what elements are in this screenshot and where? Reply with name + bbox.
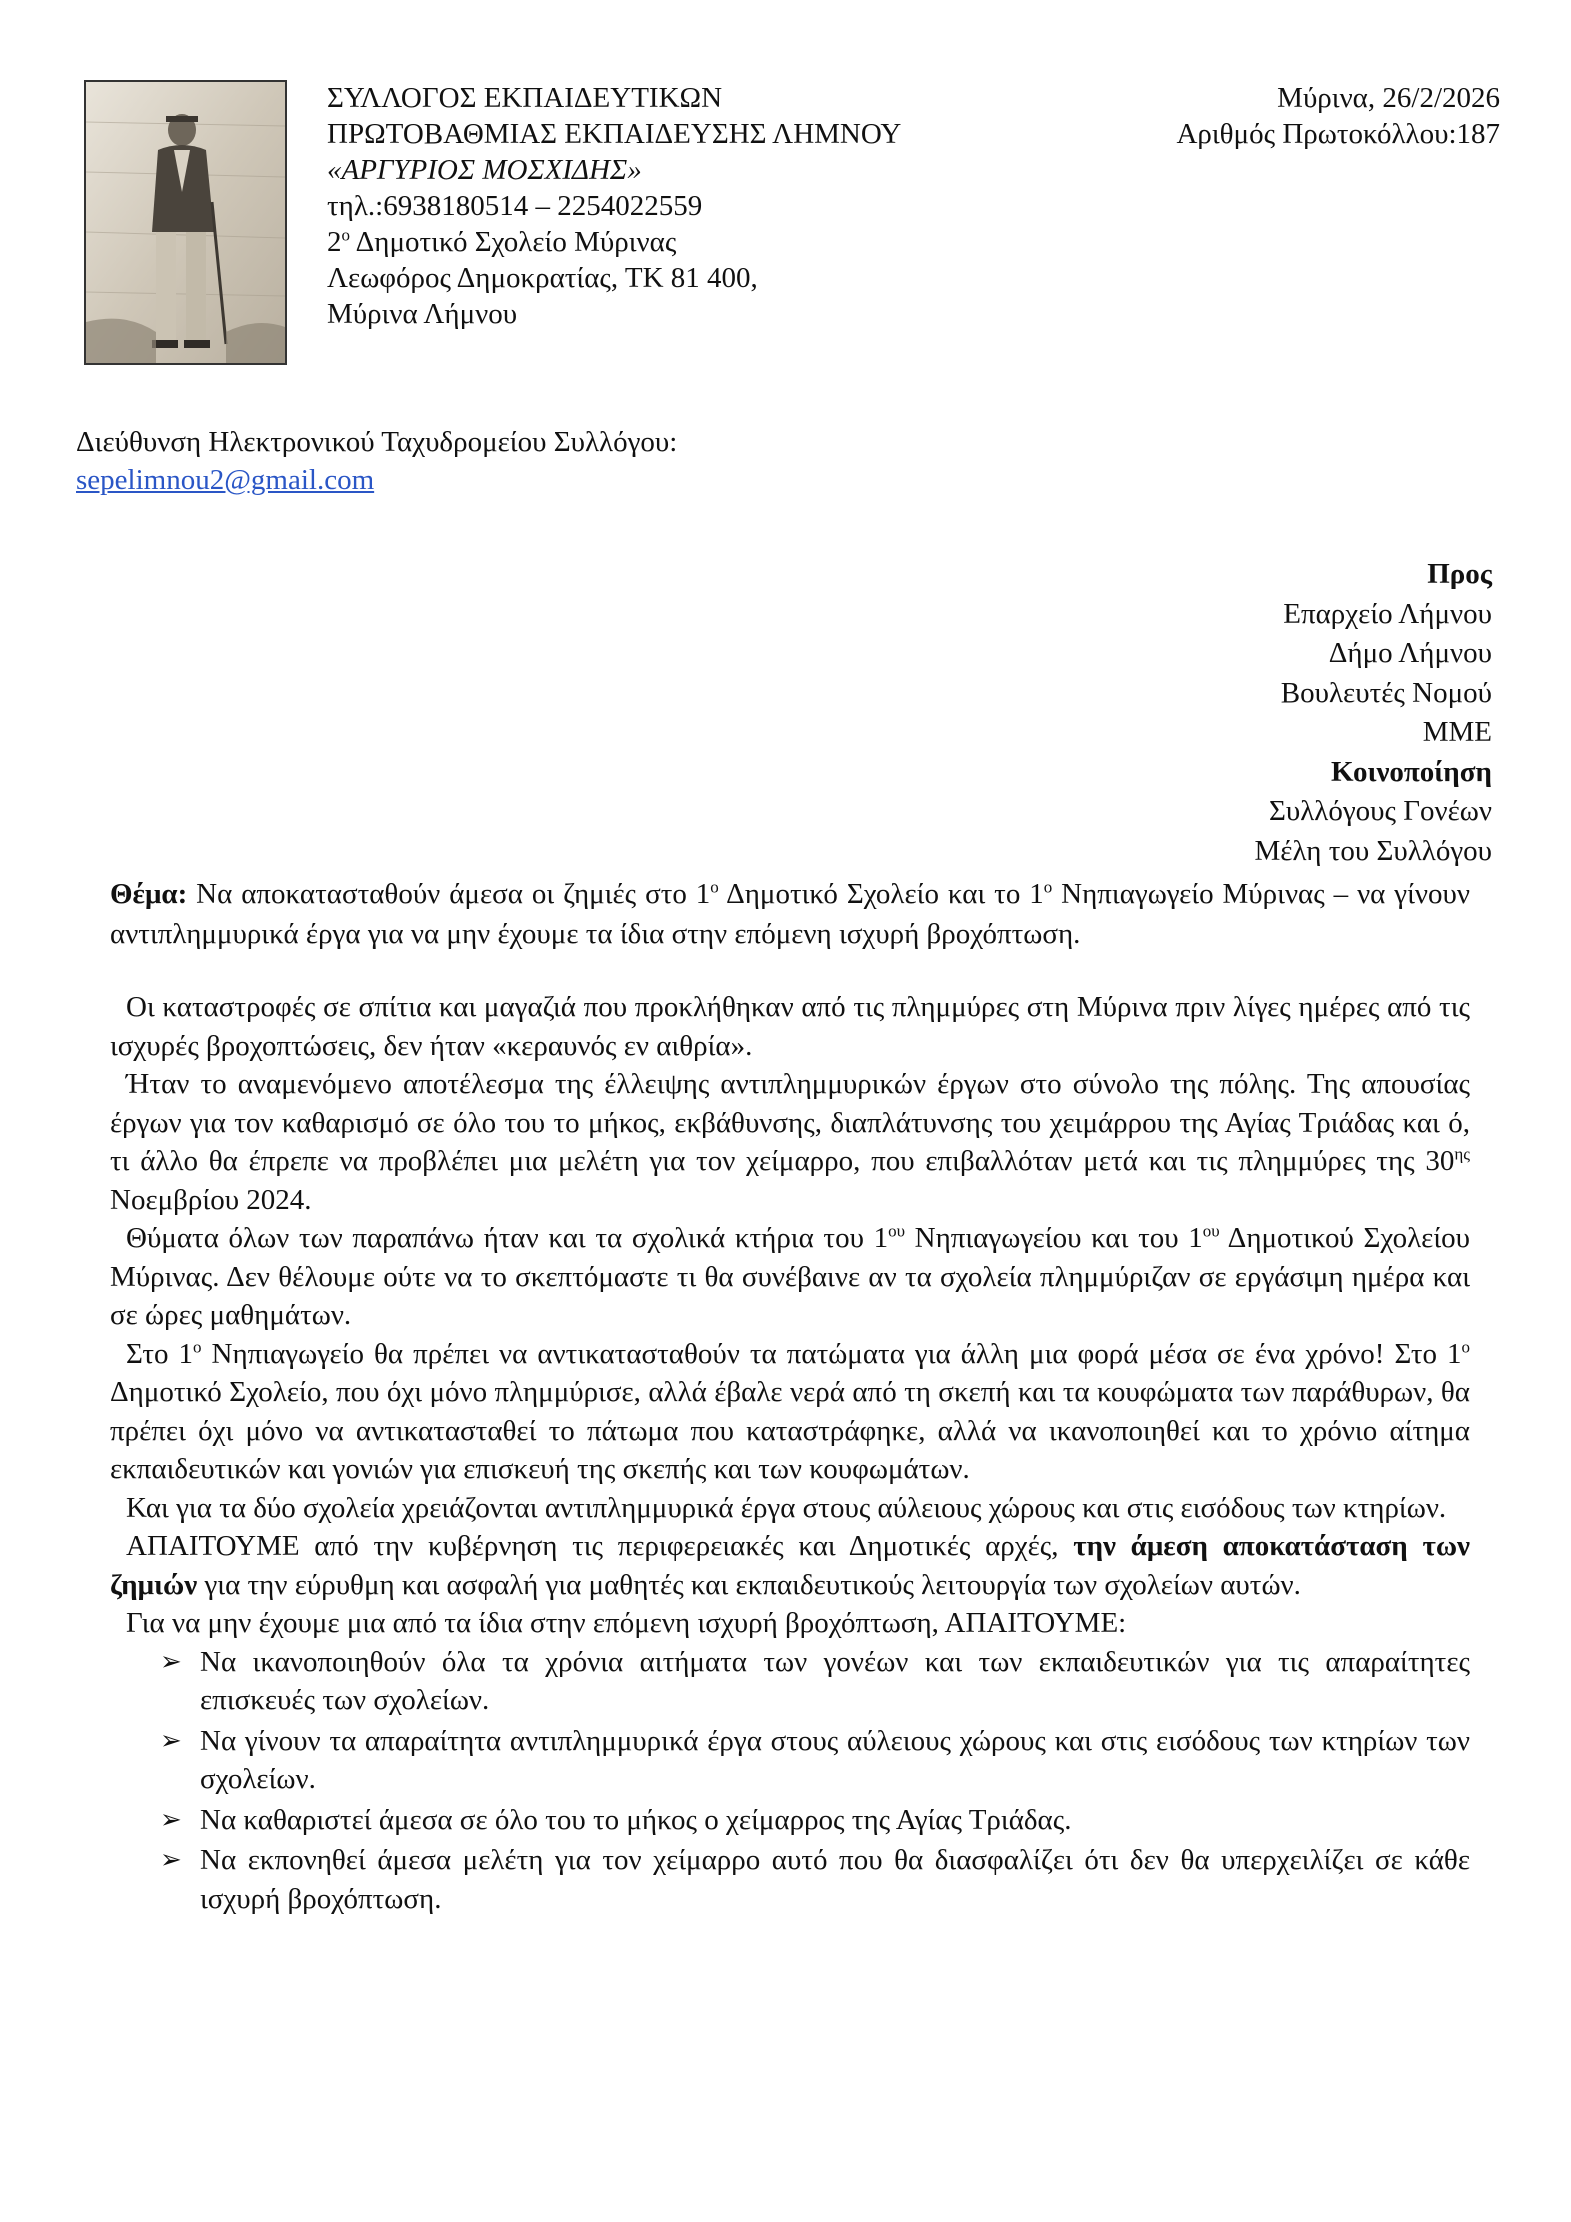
subject-label: Θέμα:	[110, 878, 188, 910]
body-paragraph: Οι καταστροφές σε σπίτια και μαγαζιά που προκλήθηκαν από τις πλημμύρες στη Μύρινα πριν λίγες ημέρες από τις ισχυρές βροχοπτώσεις, δεν ήταν «κεραυνός εν αιθρία».	[110, 991, 1470, 1062]
body-paragraph: Ήταν το αναμενόμενο αποτέλεσμα της έλλειψης αντιπλημμυρικών έργων στο σύνολο της πόλης. Της απουσίας έργων για τον καθαρισμό σε όλο του το μήκος, εκβάθυνσης, διαπλάτυνσης του χειμάρρου της Αγίας Τριάδας και ό, τι άλλο θα έπρεπε να προβλέπει μια μελέτη για τον χείμαρρο, που επιβαλλόταν μετά και τις πλημμύρες της $30^{\eta\varsigma}$ Νοεμβρίου 2024.	[110, 1068, 1470, 1216]
demands-list	[110, 1643, 1470, 1919]
org-honoree: «ΑΡΓΥΡΙΟΣ ΜΟΣΧΙΔΗΣ»	[327, 154, 642, 186]
cc-item: Συλλόγους Γονέων	[1268, 795, 1492, 827]
org-name-line1: ΣΥΛΛΟΓΟΣ ΕΚΠΑΙΔΕΥΤΙΚΩΝ	[327, 82, 723, 114]
body-paragraph: Και για τα δύο σχολεία χρειάζονται αντιπλημμυρικά έργα στους αύλειους χώρους και στις εισόδους των κτηρίων.	[126, 1491, 1447, 1524]
date-protocol-block	[1176, 80, 1500, 152]
letter-body	[110, 988, 1470, 1920]
protocol-line: Αριθμός Πρωτοκόλλου:187	[1176, 118, 1500, 150]
date-line: Μύρινα, 26/2/2026	[1277, 82, 1500, 114]
email-link[interactable]: sepelimnou2@gmail.com	[76, 464, 375, 496]
arrow-bullet-icon: ➢	[160, 1646, 182, 1676]
body-paragraph: Για να μην έχουμε μια από τα ίδια στην επόμενη ισχυρή βροχόπτωση, ΑΠΑΙΤΟΥΜΕ:	[126, 1607, 1127, 1639]
recipient-item: ΜΜΕ	[1422, 716, 1492, 748]
list-item: ➢ Να καθαριστεί άμεσα σε όλο του το μήκος ο χείμαρρος της Αγίας Τριάδας.	[110, 1801, 1470, 1840]
organization-header	[327, 80, 901, 332]
body-paragraph: ΑΠΑΙΤΟΥΜΕ από την κυβέρνηση τις περιφερειακές και Δημοτικές αρχές, την άμεση αποκατάσταση των ζημιών για την εύρυθμη και ασφαλή για μαθητές και εκπαιδευτικούς λειτουργία των σχολείων αυτών.	[110, 1530, 1470, 1601]
body-paragraph: Θύματα όλων των παραπάνω ήταν και τα σχολικά κτήρια του $1^{o\upsilon}$ Νηπιαγωγείου και του $1^{o\upsilon}$ Δημοτικού Σχολείου Μύρινας. Δεν θέλουμε ούτε να το σκεπτόμαστε τι θα συνέβαινε αν τα σχολεία πλημμύριζαν σε εργάσιμη ημέρα και σε ώρες μαθημάτων.	[110, 1221, 1470, 1331]
demand-emphasis: την άμεση αποκατάσταση των ζημιών	[110, 1530, 1470, 1601]
portrait-image	[86, 82, 285, 363]
list-item: ➢ Να εκπονηθεί άμεσα μελέτη για τον χείμαρρο αυτό που θα διασφαλίζει ότι δεν θα υπερχειλίζει σε κάθε ισχυρή βροχόπτωση.	[110, 1841, 1470, 1918]
cc-label: Κοινοποίηση	[1330, 755, 1492, 788]
recipient-item: Επαρχείο Λήμνου	[1283, 597, 1492, 630]
cc-item: Μέλη του Συλλόγου	[1254, 834, 1492, 867]
body-paragraph: Στο $1^o$ Νηπιαγωγείο θα πρέπει να αντικατασταθούν τα πατώματα για άλλη μια φορά μέσα σε ένα χρόνο! Στο $1^o$ Δημοτικό Σχολείο, που όχι μόνο πλημμύρισε, αλλά έβαλε νερά από τη σκεπή και τα κουφώματα των παράθυρων, θα πρέπει όχι μόνο να αντικατασταθεί το πάτωμα που καταστράφηκε, αλλά να ικανοποιηθεί και το χρόνιο αίτημα εκπαιδευτικών και γονιών για επισκευή της σκεπής και των κουφωμάτων.	[110, 1336, 1470, 1485]
org-school: $2^o$ Δημοτικό Σχολείο Μύρινας	[327, 225, 677, 258]
email-label: Διεύθυνση Ηλεκτρονικού Ταχυδρομείου Συλλόγου:	[76, 426, 678, 458]
subject-line: Θέμα: Να αποκατασταθούν άμεσα οι ζημιές στο $1^o$ Δημοτικό Σχολείο και το $1^o$ Νηπιαγωγείο Μύρινας – να γίνουν αντιπλημμυρικά έργα για να μην έχουμε τα ίδια στην επόμενη ισχυρή βροχόπτωση.	[110, 877, 1470, 950]
org-name-line2: ΠΡΩΤΟΒΑΘΜΙΑΣ ΕΚΠΑΙΔΕΥΣΗΣ ΛΗΜΝΟΥ	[327, 118, 902, 150]
list-item: ➢ Να ικανοποιηθούν όλα τα χρόνια αιτήματα των γονέων και των εκπαιδευτικών για τις απαραίτητες επισκευές των σχολείων.	[110, 1643, 1470, 1720]
org-address: Λεωφόρος Δημοκρατίας, ΤΚ 81 400,	[327, 262, 758, 294]
to-label: Προς	[1427, 558, 1492, 590]
recipient-item: Βουλευτές Νομού	[1280, 676, 1492, 709]
recipient-item: Δήμο Λήμνου	[1328, 637, 1492, 669]
arrow-bullet-icon: ➢	[160, 1725, 182, 1755]
portrait-photo	[84, 80, 287, 365]
arrow-bullet-icon: ➢	[160, 1845, 182, 1874]
org-city: Μύρινα Λήμνου	[327, 298, 518, 330]
recipients-block	[1255, 555, 1492, 871]
arrow-bullet-icon: ➢	[160, 1804, 182, 1834]
org-phone: τηλ.:6938180514 – 2254022559	[327, 190, 703, 222]
list-item: ➢ Να γίνουν τα απαραίτητα αντιπλημμυρικά έργα στους αύλειους χώρους και στις εισόδους των κτηρίων των σχολείων.	[110, 1722, 1470, 1799]
